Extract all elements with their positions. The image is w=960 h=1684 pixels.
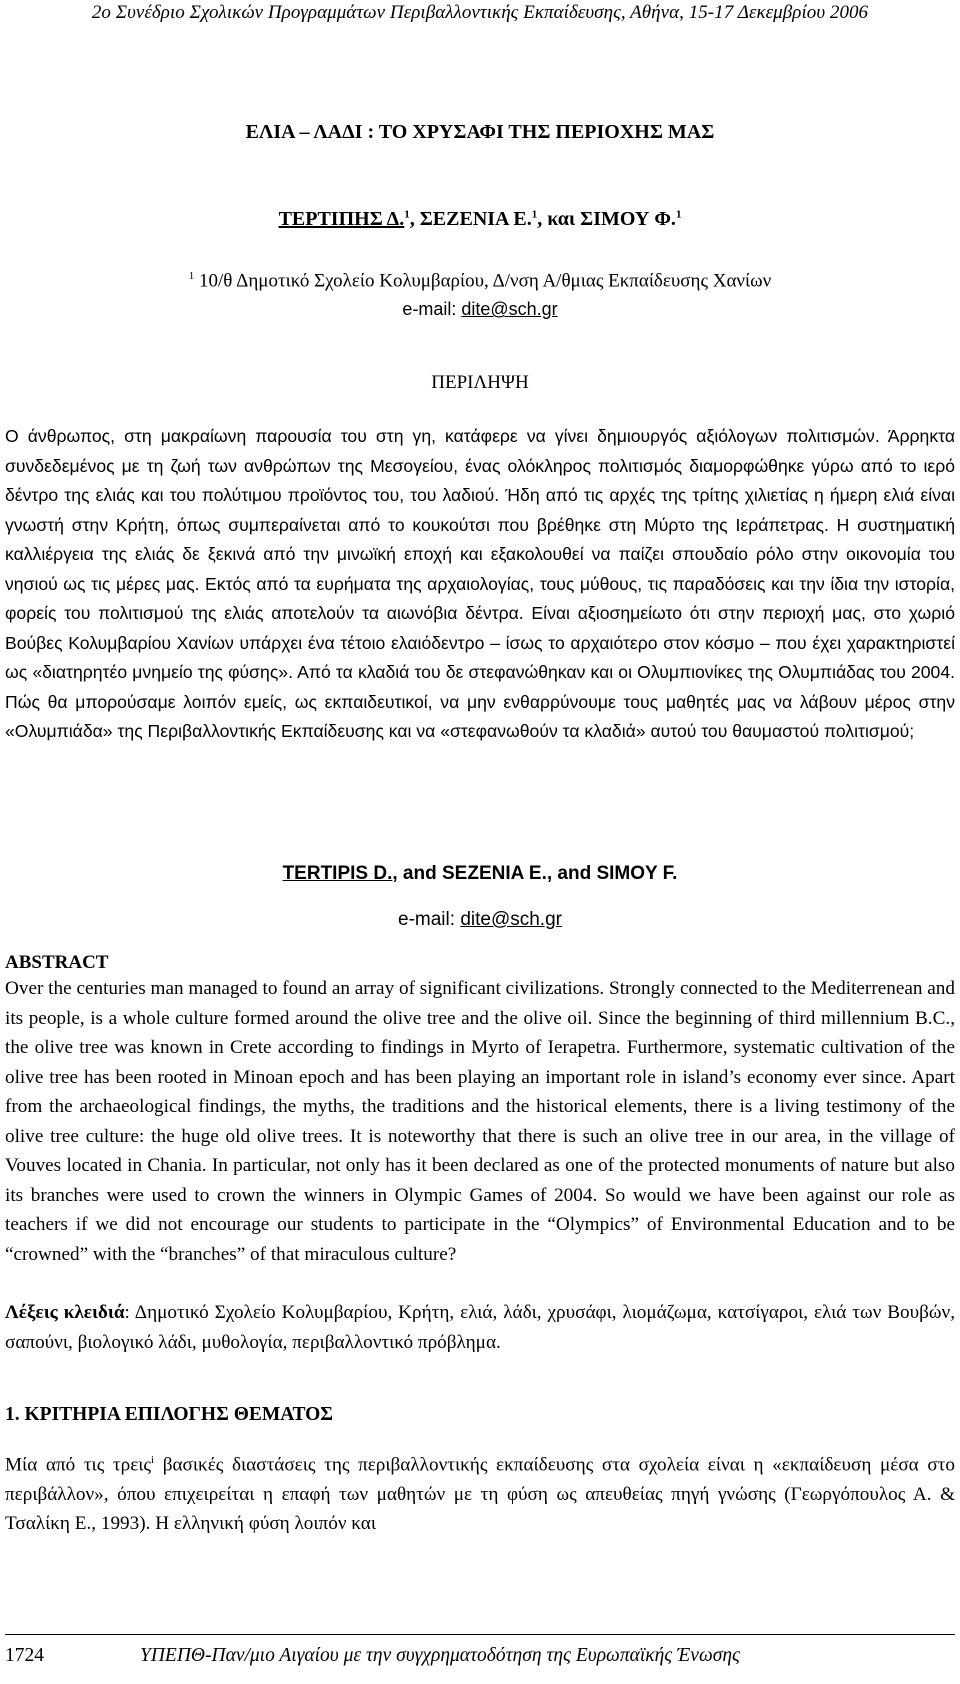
greek-abstract-heading: ΠΕΡΙΛΗΨΗ xyxy=(431,372,529,393)
author-1-affil-mark: 1 xyxy=(404,208,410,221)
author-3: ΣΙΜΟΥ Φ. xyxy=(580,208,676,230)
english-author-1: TERTIPIS D. xyxy=(282,863,393,884)
greek-abstract-text: Ο άνθρωπος, στη μακραίωνη παρουσία του στη γη, κατάφερε να γίνει δημιουργός αξιόλογων πολιτισμών. Άρρηκτα συνδεδεμένος με τη ζωή των ανθρώπων της Μεσογείου, ένας ολόκληρος πολιτισμός διαμορφώθηκε γύρω από το ιερό δέντρο της ελιάς και του πολύτιμου προϊόντος του, του λαδιού. Ήδη από τις αρχές της τρίτης χιλιετίας η ήμερη ελιά είναι γνωστή στην Κρήτη, όπως συμπεραίνεται από το κουκούτσι που βρέθηκε στη Μύρτο της Ιεράπετρας. Η συστηματική καλλιέργεια της ελιάς δε ξεκινά από την μινωϊκή εποχή και εξακολουθεί να παίζει σπουδαίο ρόλο στην οικονομία του νησιού ως τις μέρες μας. Εκτός από τα ευρήματα της αρχαιολογίας, τους μύθους, τις παραδόσεις και την ίδια την ιστορία, φορείς του πολιτισμού της ελιάς αποτελούν τα αιωνόβια δέντρα. Είναι αξιοσημείωτο ότι στην περιοχή μας, στο χωριό Βούβες Κολυμβαρίου Χανίων υπάρχει ένα τέτοιο ελαιόδεντρο – ίσως το αρχαιότερο στον κόσμο – που έχει χαρακτηριστεί ως «διατηρητέο μνημείο της φύσης». Από τα κλαδιά του δε στεφανώθηκαν και οι Ολυμπιονίκες της Ολυμπιάδας του 2004. Πώς θα μπορούσαμε λοιπόν εμείς, ως εκπαιδευτικοί, να μην ενθαρρύνουμε τους μαθητές μας να λάβουν μέρος στην «Ολυμπιάδα» της Περιβαλλοντικής Εκπαίδευσης και να «στεφανωθούν τα κλαδιά» αυτού του θαυμαστού πολιτισμού; xyxy=(5,426,955,741)
affiliation-text: 10/θ Δημοτικό Σχολείο Κολυμβαρίου, Δ/νση Α/θμιας Εκπαίδευσης Χανίων xyxy=(199,270,772,292)
section-text-start: Μία από τις τρεις xyxy=(5,1454,152,1476)
section-text-rest: βασικές διαστάσεις της περιβαλλοντικής εκπαίδευσης στα σχολεία είναι η «εκπαίδευση μέσα στο περιβάλλον», όπου επιχειρείται η επαφή των μαθητών με τη φύση ως απευθείας πηγή γνώσης (Γεωργόπουλος Α. & Τσαλίκη Ε., 1993). Η ελληνική φύση λοιπόν και xyxy=(5,1454,955,1535)
email-label: e-mail: xyxy=(402,299,462,320)
endnote-marker[interactable]: i xyxy=(151,1454,155,1466)
keywords-label: Λέξεις κλειδιά xyxy=(5,1302,125,1323)
english-email-line xyxy=(0,909,960,931)
page-number: 1724 xyxy=(5,1645,44,1666)
keywords-text: : Δημοτικό Σχολείο Κολυμβαρίου, Κρήτη, ελιά, λάδι, χρυσάφι, λιομάζωμα, κατσίγαροι, ελιά των Βουβών, σαπούνι, βιολογικό λάδι, μυθολογία, περιβαλλοντικό πρόβλημα. xyxy=(5,1302,956,1353)
running-footer: ΥΠΕΠΘ-Παν/μιο Αιγαίου με την συγχρηματοδότηση της Ευρωπαϊκής Ένωσης xyxy=(140,1645,740,1666)
author-3-affil-mark: 1 xyxy=(675,208,682,221)
author-2-affil-mark: 1 xyxy=(531,208,538,221)
running-header: 2ο Συνέδριο Σχολικών Προγραμμάτων Περιβαλλοντικής Εκπαίδευσης, Αθήνα, 15-17 Δεκεμβρίου 2006 xyxy=(91,2,869,23)
section-heading: 1. ΚΡΙΤΗΡΙΑ ΕΠΙΛΟΓΗΣ ΘΕΜΑΤΟΣ xyxy=(5,1404,334,1425)
paper-title: ΕΛΙΑ – ΛΑΔΙ : ΤΟ ΧΡΥΣΑΦΙ ΤΗΣ ΠΕΡΙΟΧΗΣ ΜΑΣ xyxy=(245,121,715,143)
author-and: , και xyxy=(537,208,581,230)
section-paragraph xyxy=(5,1446,955,1539)
affiliation-email-line xyxy=(0,295,960,324)
affiliation-line xyxy=(0,262,960,295)
footer-divider xyxy=(5,1634,955,1635)
author-2: ΣΕΖΕΝΙΑ Ε. xyxy=(419,208,532,230)
keywords-paragraph xyxy=(5,1298,955,1357)
affiliation-block xyxy=(0,262,960,324)
author-list xyxy=(0,208,960,231)
author-1: ΤΕΡΤΙΠΗΣ Δ. xyxy=(278,208,405,230)
author-separator: , xyxy=(409,208,420,230)
english-authors-rest: , and SEZENIA E., and SIMOY F. xyxy=(392,863,678,884)
english-email-label: e-mail: xyxy=(398,909,461,930)
english-abstract-text: Over the centuries man managed to found an array of significant civilizations. Strongly connected to the Mediterrenean and its people, is a whole culture formed around the olive tree and the olive oil. Since the beginning of third millennium B.C., the olive tree was known in Crete according to findings in Myrto of Ierapetra. Furthermore, systematic cultivation of the olive tree has been rooted in Minoan epoch and has been playing an important role in island’s economy ever since. Apart from the archaeological findings, the myths, the traditions and the historical elements, there is a living testimony of the olive tree culture: the huge old olive trees. It is noteworthy that there is such an olive tree in our area, in the village of Vouves located in Chania. In particular, not only has it been declared as one of the protected monuments of nature but also its branches were used to crown the winners in Olympic Games of 2004. So would we have been against our role as teachers if we did not encourage our students to participate in the “Olympics” of Environmental Education and to be “crowned” with the “branches” of that miraculous culture? xyxy=(5,978,955,1265)
english-abstract-heading: ABSTRACT xyxy=(5,952,109,973)
english-author-list xyxy=(0,863,960,885)
affiliation-mark: 1 xyxy=(188,270,195,282)
email-link[interactable]: dite@sch.gr xyxy=(461,299,558,320)
english-email-link[interactable]: dite@sch.gr xyxy=(460,909,562,930)
